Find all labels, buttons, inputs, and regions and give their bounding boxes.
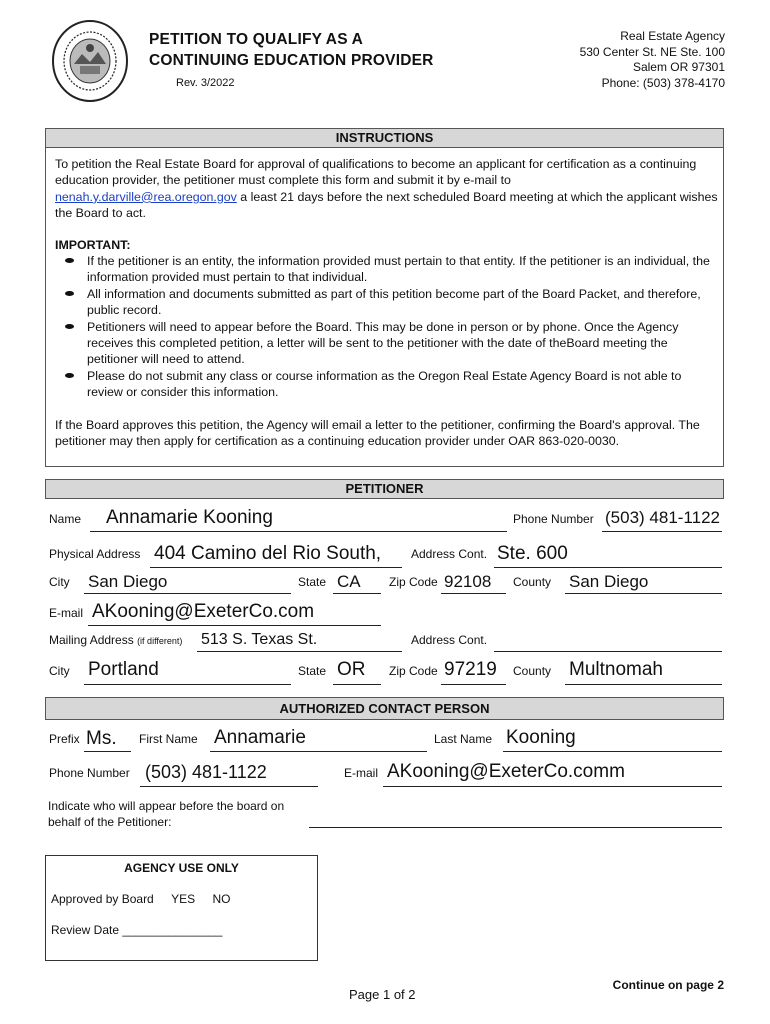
prefix-underline xyxy=(84,751,131,752)
name-underline xyxy=(90,531,507,532)
address-underline xyxy=(150,567,402,568)
instructions-email-link[interactable]: nenah.y.darville@rea.oregon.gov xyxy=(55,189,237,204)
indicate-line2: behalf of the Petitioner: xyxy=(48,815,172,829)
state-field[interactable]: CA xyxy=(337,572,361,591)
address-cont-label: Address Cont. xyxy=(411,547,488,561)
mailing-state-underline xyxy=(333,684,381,685)
zip-field[interactable]: 92108 xyxy=(444,572,492,591)
form-title-line1: PETITION TO QUALIFY AS A xyxy=(149,31,364,48)
important-bullet: Please do not submit any class or course information as the Oregon Real Estate Agency Board is not able to review or consider this information. xyxy=(55,368,719,401)
contact-phone-label: Phone Number xyxy=(49,766,130,780)
mailing-cont-label: Address Cont. xyxy=(411,633,488,647)
mailing-cont-underline xyxy=(494,651,722,652)
indicate-underline xyxy=(309,827,722,828)
agency-phone: Phone: (503) 378-4170 xyxy=(601,75,725,90)
physical-address-field[interactable]: 404 Camino del Rio South, xyxy=(154,543,382,564)
first-name-underline xyxy=(210,751,427,752)
phone-label: Phone Number xyxy=(513,512,594,526)
prefix-label: Prefix xyxy=(49,732,80,746)
mailing-city-label: City xyxy=(49,664,70,678)
approved-row xyxy=(51,892,230,906)
email-label: E-mail xyxy=(49,606,84,620)
petitioner-name-field[interactable]: Annamarie Kooning xyxy=(106,507,273,528)
review-date-label: Review Date _______________ xyxy=(51,923,223,937)
instructions-body xyxy=(55,156,719,450)
contact-email-underline xyxy=(383,786,722,787)
agency-address-line2: Salem OR 97301 xyxy=(632,60,725,74)
contact-email-label: E-mail xyxy=(344,766,379,780)
important-bullet: Petitioners will need to appear before the Board. This may be done in person or by phone. Once the Agency receives this completed petition, a letter will be sent to the petitioner with the date of theBoard meeting the petitioner will need to attend. xyxy=(55,319,719,368)
city-underline xyxy=(84,593,291,594)
agency-address-line1: 530 Center St. NE Ste. 100 xyxy=(579,44,725,59)
address-cont-underline xyxy=(494,567,722,568)
contact-email-field[interactable]: AKooning@ExeterCo.comm xyxy=(387,761,625,782)
mailing-county-field[interactable]: Multnomah xyxy=(569,659,663,680)
first-name-field[interactable]: Annamarie xyxy=(214,727,306,748)
instructions-paragraph xyxy=(55,156,719,222)
mailing-city-field[interactable]: Portland xyxy=(88,659,159,680)
zip-label: Zip Code xyxy=(389,575,438,589)
mailing-city-underline xyxy=(84,684,291,685)
mailing-state-label: State xyxy=(298,664,327,678)
contact-phone-field[interactable]: (503) 481-1122 xyxy=(145,762,267,782)
zip-underline xyxy=(441,593,506,594)
city-field[interactable]: San Diego xyxy=(88,572,168,591)
approved-yes[interactable]: YES xyxy=(171,892,196,906)
indicate-appearance-label xyxy=(48,798,284,830)
agency-seal xyxy=(50,18,130,104)
agency-use-heading: AGENCY USE ONLY xyxy=(124,861,239,875)
mailing-zip-field[interactable]: 97219 xyxy=(444,659,497,680)
mailing-address-label-text: Mailing Address xyxy=(49,633,134,647)
agency-name: Real Estate Agency xyxy=(620,29,725,43)
instructions-heading: INSTRUCTIONS xyxy=(45,128,724,148)
county-label: County xyxy=(513,575,552,589)
revision-date: Rev. 3/2022 xyxy=(176,77,235,89)
agency-address-block xyxy=(580,29,725,91)
mailing-note: (if different) xyxy=(137,636,183,646)
mailing-county-underline xyxy=(565,684,722,685)
last-name-field[interactable]: Kooning xyxy=(506,727,576,748)
important-label: IMPORTANT: xyxy=(55,237,131,252)
mailing-county-label: County xyxy=(513,664,552,678)
continue-note: Continue on page 2 xyxy=(612,978,724,992)
state-underline xyxy=(333,593,381,594)
mailing-address-field[interactable]: 513 S. Texas St. xyxy=(201,631,318,648)
form-title-line2: CONTINUING EDUCATION PROVIDER xyxy=(149,52,434,69)
contact-phone-underline xyxy=(140,786,318,787)
first-name-label: First Name xyxy=(139,732,198,746)
indicate-line1: Indicate who will appear before the board on xyxy=(48,799,285,813)
mailing-address-underline xyxy=(197,651,402,652)
mailing-address-label xyxy=(49,633,182,647)
important-bullet: All information and documents submitted as part of this petition become part of the Board Packet, and therefore, public record. xyxy=(55,286,719,319)
important-bullet: If the petitioner is an entity, the information provided must pertain to that entity. If the petitioner is an individual, the information provided must pertain to that individual. xyxy=(55,253,719,286)
name-label: Name xyxy=(49,512,82,526)
last-name-label: Last Name xyxy=(434,732,493,746)
city-label: City xyxy=(49,575,70,589)
email-underline xyxy=(88,625,381,626)
state-label: State xyxy=(298,575,327,589)
prefix-field[interactable]: Ms. xyxy=(86,728,117,749)
mailing-zip-label: Zip Code xyxy=(389,664,438,678)
email-field[interactable]: AKooning@ExeterCo.com xyxy=(92,601,315,622)
instructions-text-after: a least 21 days before the next scheduled Board meeting at which the applicant wishes the Board to act. xyxy=(55,189,718,221)
approved-label: Approved by Board xyxy=(51,892,154,906)
page-number: Page 1 of 2 xyxy=(349,987,416,1002)
address-cont-field[interactable]: Ste. 600 xyxy=(497,543,568,564)
mailing-zip-underline xyxy=(441,684,506,685)
approved-no[interactable]: NO xyxy=(212,892,231,906)
county-underline xyxy=(565,593,722,594)
physical-address-label: Physical Address xyxy=(49,547,141,561)
last-name-underline xyxy=(503,751,722,752)
instructions-closing: If the Board approves this petition, the Agency will email a letter to the petitioner, confirming the Board's approval. The petitioner may then apply for certification as a continuing education provider under OAR 863-020-0030. xyxy=(55,417,700,449)
contact-heading: AUTHORIZED CONTACT PERSON xyxy=(45,697,724,720)
petitioner-heading: PETITIONER xyxy=(45,479,724,499)
phone-underline xyxy=(602,531,722,532)
mailing-state-field[interactable]: OR xyxy=(337,659,366,680)
county-field[interactable]: San Diego xyxy=(569,572,649,591)
instructions-text-before: To petition the Real Estate Board for approval of qualifications to become an applicant for certification as a continuing education provider, the petitioner must complete this form and submit it by e-mail to xyxy=(55,157,697,188)
important-list xyxy=(55,253,719,401)
petitioner-phone-field[interactable]: (503) 481-1122 xyxy=(605,508,720,527)
